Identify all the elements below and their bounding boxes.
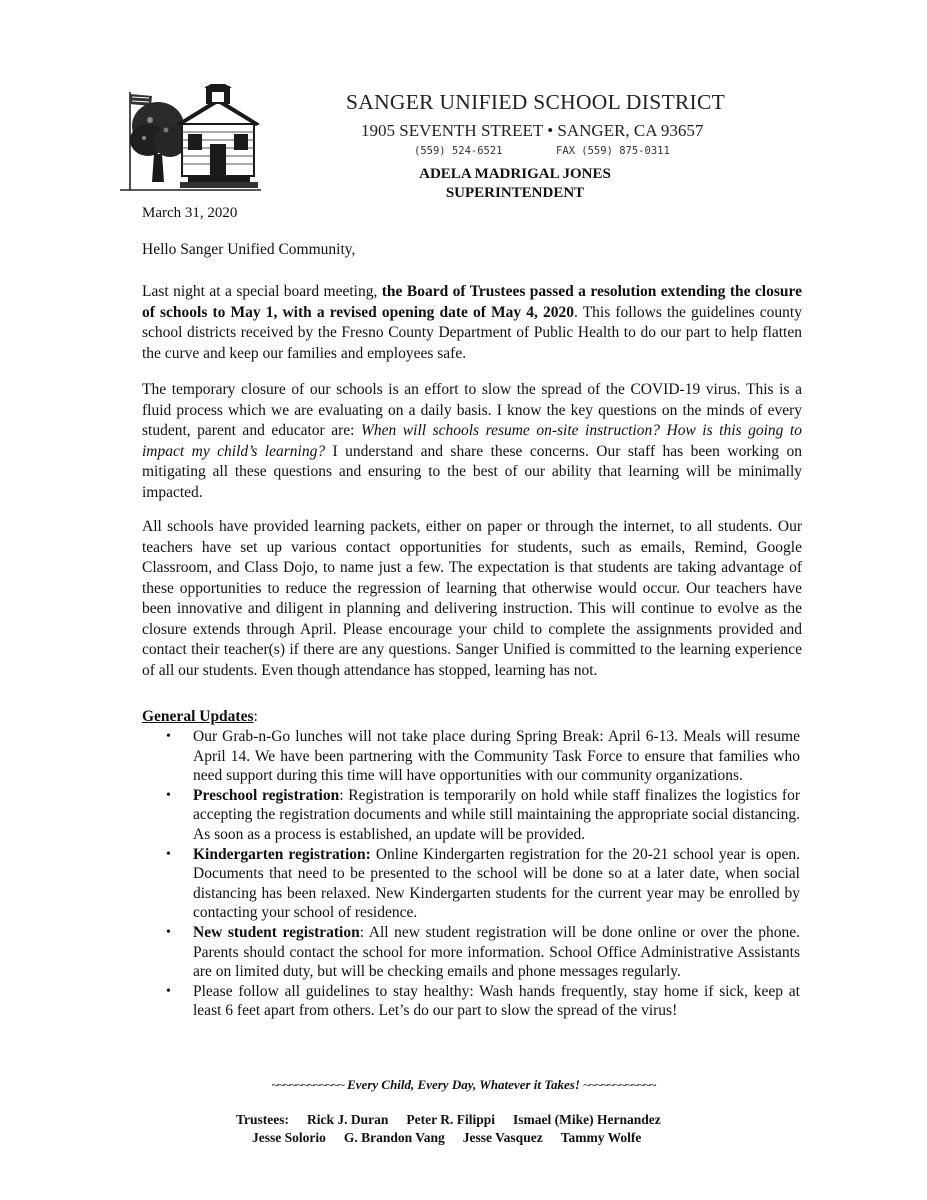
district-name: SANGER UNIFIED SCHOOL DISTRICT	[346, 90, 726, 114]
letter-date: March 31, 2020	[142, 205, 238, 221]
district-motto	[0, 1077, 927, 1093]
paragraph-text: I understand and share these concerns. Our staff has been working on mitigating all these questions and ensuring to the best of our ability that learning will be minimally impacted.	[142, 442, 802, 501]
motto-text: Every Child, Every Day, Whatever it Takes!	[347, 1077, 580, 1092]
trustee-name: Jesse Solorio	[252, 1130, 326, 1145]
list-item	[166, 786, 800, 845]
district-address: 1905 SEVENTH STREET • SANGER, CA 93657	[361, 121, 704, 140]
list-item	[166, 727, 800, 786]
bullet-icon: •	[166, 846, 171, 862]
motto-tilde-left: ~~~~~~~~~~~~	[271, 1077, 344, 1092]
superintendent-name: ADELA MADRIGAL JONES	[419, 166, 611, 182]
general-updates-colon: :	[253, 708, 258, 725]
bullet-icon: •	[166, 983, 171, 999]
trustee-name: G. Brandon Vang	[343, 1130, 445, 1145]
bullet-icon: •	[166, 729, 171, 744]
bullet-icon: •	[166, 787, 171, 803]
paragraph-bold-text: the Board of Trustees passed a resolution extending the closure of schools to May 1, with a revised opening date of May 4, 2020	[142, 283, 802, 321]
district-phone: (559) 524-6521	[414, 145, 503, 157]
district-fax: FAX (559) 875-0311	[556, 145, 670, 157]
general-updates-list	[166, 727, 800, 1021]
list-item-text: Online Kindergarten registration for the 20-21 school year is open. Documents that need to be presented to the school will be done so at a later date, when social distancing has been relaxed. New Kindergarten students for the current year may be enrolled by contacting your school of residence.	[193, 845, 800, 922]
superintendent-title: SUPERINTENDENT	[445, 185, 585, 201]
trustee-name: Tammy Wolfe	[560, 1130, 642, 1145]
motto-tilde-right: ~~~~~~~~~~~~	[583, 1077, 656, 1092]
list-item-text: : All new student registration will be done online or over the phone. Parents should contact the school for more information. School Office Administrative Assistants are on limited duty, but will be checking emails and phone messages regularly.	[193, 923, 800, 981]
paragraph-text: The temporary closure of our schools is an effort to slow the spread of the COVID-19 virus. This is a fluid process which we are evaluating on a daily basis. I know the key questions on the minds of every student, parent and educator are:	[142, 381, 802, 439]
list-item-bold: New student registration	[193, 923, 360, 941]
general-updates-heading	[142, 708, 258, 726]
general-updates-heading-text: General Updates	[142, 708, 254, 725]
list-item-text: Please follow all guidelines to stay healthy: Wash hands frequently, stay home if sick, keep at least 6 feet apart from others. Let’s do our part to slow the spread of the virus!	[193, 982, 800, 1020]
trustee-name: Jesse Vasquez	[462, 1130, 543, 1145]
trustee-name: Ismael (Mike) Hernandez	[513, 1112, 661, 1127]
letter-greeting: Hello Sanger Unified Community,	[142, 241, 356, 258]
paragraph-learning-packets: All schools have provided learning packets, either on paper or through the internet, to all students. Our teachers have set up various contact opportunities for students, such as emails, Remind, Google Classroom, and Class Dojo, to name just a few. The expectation is that students are taking advantage of these opportunities to reduce the regression of learning that otherwise would occur. Our teachers have been innovative and diligent in planning and delivering instruction. This will continue to evolve as the closure extends through April. Please encourage your child to complete the assignments provided and contact their teacher(s) if there are any questions. Sanger Unified is committed to the learning experience of all our students. Even though attendance has stopped, learning has not.	[142, 518, 802, 679]
trustees-row-1	[236, 1112, 661, 1128]
bullet-icon: •	[166, 924, 171, 940]
trustees-label: Trustees:	[236, 1112, 289, 1127]
list-item-text: : Registration is temporarily on hold while staff finalizes the logistics for accepting the registration documents and while still maintaining the appropriate social distancing. As soon as a process is established, an update will be provided.	[193, 786, 801, 843]
list-item-bold: Kindergarten registration:	[193, 845, 371, 863]
paragraph-temporary-closure	[142, 380, 802, 503]
trustee-name: Rick J. Duran	[307, 1112, 389, 1127]
paragraph-board-resolution	[142, 282, 802, 364]
list-item-bold: Preschool registration	[193, 786, 340, 804]
paragraph-italic-text: When will schools resume on-site instruction? How is this going to impact my child’s learning?	[142, 422, 802, 460]
trustees-row-2	[252, 1130, 641, 1146]
list-item	[166, 923, 800, 982]
paragraph-text: . This follows the guidelines county school districts received by the Fresno County Department of Public Health to do our part to help flatten the curve and keep our families and employees safe.	[142, 303, 802, 362]
paragraph-text: Last night at a special board meeting,	[142, 283, 382, 300]
schoolhouse-logo-icon	[118, 84, 263, 196]
list-item	[166, 982, 800, 1021]
trustee-name: Peter R. Filippi	[406, 1112, 496, 1127]
list-item-text: Our Grab-n-Go lunches will not take place during Spring Break: April 6-13. Meals will resume April 14. We have been partnering with the Community Task Force to ensure that families who need support during this time will have opportunities with our community organizations.	[193, 728, 800, 785]
list-item	[166, 845, 800, 923]
